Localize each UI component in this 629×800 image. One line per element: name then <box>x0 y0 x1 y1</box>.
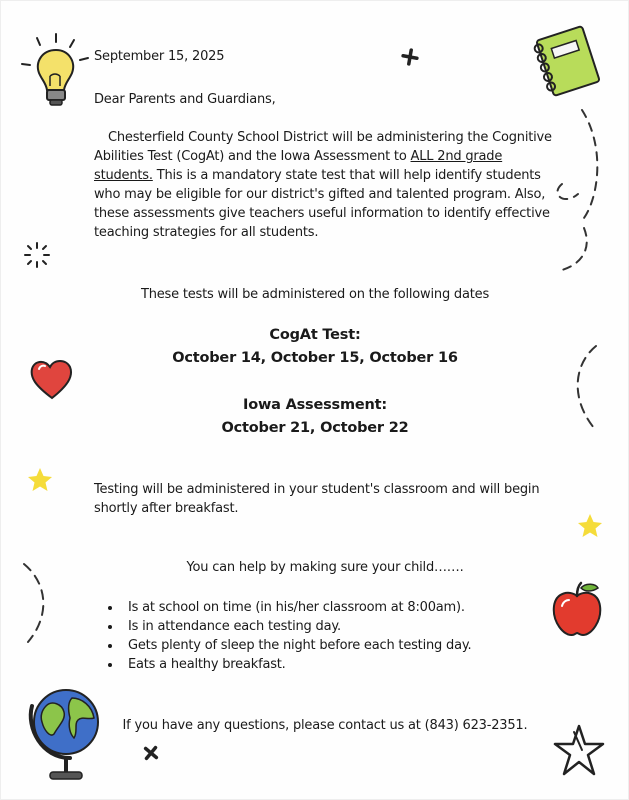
cross-icon <box>399 46 421 68</box>
notebook-icon <box>528 20 608 102</box>
sparkle-icon <box>22 240 52 270</box>
star-icon <box>576 512 604 540</box>
list-item: • Gets plenty of sleep the night before each testing day. <box>122 636 524 655</box>
help-intro: You can help by making sure your child……. <box>186 560 464 575</box>
star-icon <box>552 722 606 778</box>
list-item: • Is in attendance each testing day. <box>122 617 524 636</box>
lightbulb-icon <box>8 28 94 114</box>
letter-intro-paragraph <box>94 128 556 242</box>
testing-location-paragraph: Testing will be administered in your student's classroom and will begin shortly after breakfast. <box>94 482 540 516</box>
dashed-arc-decoration <box>14 560 54 646</box>
star-icon <box>26 466 54 494</box>
letter-salutation: Dear Parents and Guardians, <box>94 92 276 107</box>
iowa-heading: Iowa Assessment: <box>243 397 387 413</box>
list-item: • Eats a healthy breakfast. <box>122 655 524 674</box>
dashed-arc-decoration <box>568 342 608 432</box>
apple-icon <box>548 580 606 640</box>
intro-underlined-text: ALL 2nd grade students. <box>94 149 503 183</box>
contact-line: If you have any questions, please contact us at (843) 623-2351. <box>122 718 528 733</box>
letter-date: September 15, 2025 <box>94 49 225 64</box>
dashed-arc-decoration <box>548 108 608 278</box>
help-bullet-list <box>104 598 524 674</box>
cogat-heading: CogAt Test: <box>269 327 361 343</box>
cross-icon <box>140 742 162 764</box>
list-item: • Is at school on time (in his/her classroom at 8:00am). <box>122 598 524 617</box>
intro-text-start: Chesterfield County School District will be administering the Cognitive Abilities Test (CogAt) and the Iowa Assessment to <box>94 130 552 164</box>
dates-intro: These tests will be administered on the following dates <box>140 287 490 302</box>
cogat-dates: October 14, October 15, October 16 <box>172 350 458 366</box>
help-list <box>104 598 524 674</box>
globe-icon <box>22 676 112 786</box>
intro-text-end: This is a mandatory state test that will help identify students who may be eligible for our district's gifted and talented program. Also, these assessments give teachers useful information to identify effective teaching strategies for all students. <box>94 168 550 240</box>
iowa-dates: October 21, October 22 <box>221 420 409 436</box>
heart-icon <box>28 356 76 402</box>
